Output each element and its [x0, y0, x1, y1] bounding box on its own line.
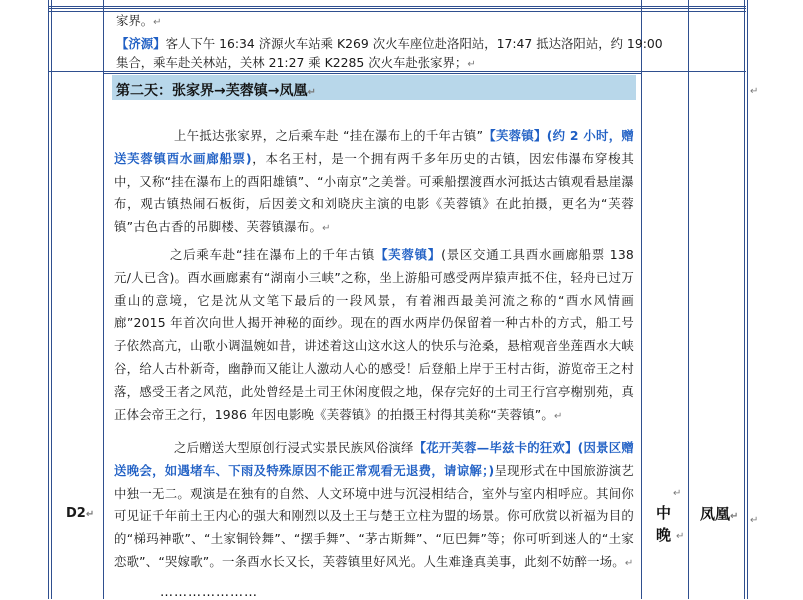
- table-divider-day: [103, 0, 104, 599]
- source-line-continued: 集合，乘车赴关林站，关林 21:27 乘 K2285 次火车赴张家界；↵: [116, 55, 476, 70]
- paragraph-1: 上午抵达张家界，之后乘车赴 “挂在瀑布上的千年古镇”【芙蓉镇】(约 2 小时，赠送芙蓉镇酉水画廊船票)，本名王村，是一个拥有两千多年历史的古镇，因宏伟瀑布穿梭其中，又称“挂在瀑布上的酉阳雄镇”、“小南京”之美誉。可乘船摆渡酉水河抵达古镇观看悬崖瀑布，观古镇热闹石板街，后因姜文和刘晓庆主演的电影《芙蓉镇》在此拍摄，更名为“芙蓉镇”古色古香的吊脚楼、芙蓉镇瀑布。↵: [114, 128, 634, 235]
- paragraph-2: 之后乘车赴“挂在瀑布上的千年古镇【芙蓉镇】(景区交通工具酉水画廊船票 138 元/人已含)。酉水画廊素有“湖南小三峡”之称，坐上游船可感受两岸猿声抵不住，轻舟已过万重山的意境，它是沈从文笔下最后的一段风景，有着湘西最美河流之称的“酉水风情画廊”2015 年首次向世人揭开神秘的面纱。现在的酉水两岸仍保留着一种古朴的方式，船工号子依然高亢，山歌小调温婉如昔，讲述着这山这水这人的快乐与沧桑，悬棺观音坐莲酉水大峡谷，给人古朴新奇，幽静而又能让人激动人心的感受！后登船上岸于王村古街，游览帝王之村落，感受王者之风范，此处曾经是土司王休闲度假之地，保存完好的土司王行宫亭榭别苑，真正体会帝王之行，1986 年因电影晚《芙蓉镇》的拍摄王村得其美称“芙蓉镇”。↵: [114, 247, 635, 422]
- table-top-line-double: [48, 8, 746, 12]
- source-tag: 【济源】: [116, 36, 166, 51]
- table-top-line: [48, 6, 746, 7]
- prev-day-tail: 家界。↵: [116, 13, 162, 28]
- paragraph-3: 之后赠送大型原创行浸式实景民族风俗演绎【花开芙蓉—毕兹卡的狂欢】(因景区赠送晚会，如遇堵车、下雨及特殊原因不能正常观看无退费，请谅解；)呈现形式在中国旅游演艺中独一无二。观演是在独有的自然、人文环境中进与沉浸相结合，室外与室内相呼应。其间你可见证千年前土王内心的强大和刚烈以及土王与楚王立柱为盟的场景。你可欣赏以祈福为目的的“梯玛神歌”、“土家铜铃舞”、“摆手舞”、“茅古斯舞”、“厄巴舞”等；你可听到迷人的“土家恋歌”、“哭嫁歌”。一条酉水长又长，芙蓉镇里好风光。人生难逢真美事，此刻不妨醉一场。↵: [114, 440, 635, 569]
- table-divider-meal: [688, 0, 689, 599]
- meal-label: 中晚: [656, 504, 672, 544]
- document-page: 家界。↵ 【济源】客人下午 16:34 济源火车站乘 K269 次火车座位赴洛阳站，17:47 抵达洛阳站，约 19:00 集合，乘车赴关林站，关林 21:27 乘 K2285 次火车赴张家界；↵ ↵ 第二天：张家界→芙蓉镇→凤凰↵ 上午抵达张家界，之后乘车赴 “挂在瀑布上的千年古镇”【芙蓉镇】(约 2 小时，赠送芙蓉镇酉水画廊船票)，本名王村，是一个拥有两千多年历史的古镇，因宏伟瀑布穿梭其中，又称“挂在瀑布上的酉阳雄镇”、“小南京”之美誉。可乘船摆渡酉水河抵达古镇观看悬崖瀑布，观古镇热闹石板街，后因姜文和刘晓庆主演的电影《芙蓉镇》在此拍摄，更名为“芙蓉镇”古色古香的吊脚楼、芙蓉镇瀑布。↵ 之后乘车赴“挂在瀑布上的千年古镇【芙蓉镇】(景区交通工具酉水画廊船票 138 元/人已含)。酉水画廊素有“湖南小三峡”之称，坐上游船可感受两岸猿声抵不住，轻舟已过万重山的意境，它是沈从文笔下最后的一段风景，有着湘西最美河流之称的“酉水风情画廊”2015 年首次向世人揭开神秘的面纱。现在的酉水两岸仍保留着一种古朴的方式，船工号子依然高亢，山歌小调温婉如昔，讲述着这山这水这人的快乐与沧桑，悬棺观音坐莲酉水大峡谷，给人古朴新奇，幽静而又能让人激动人心的感受！后登船上岸于王村古街，游览帝王之村落，感受王者之风范，此处曾经是土司王休闲度假之地，保存完好的土司王行宫亭榭别苑，真正体会帝王之行，1986 年因电影晚《芙蓉镇》的拍摄王村得其美称“芙蓉镇”。↵ 之后赠送大型原创行浸式实景民族风俗演绎【花开芙蓉—毕兹卡的狂欢】(因景区赠送晚会，如遇堵车、下雨及特殊原因不能正常观看无退费，请谅解；)呈现形式在中国旅游演艺中独一无二。观演是在独有的自然、人文环境中进与沉浸相结合，室外与室内相呼应。其间你可见证千年前土王内心的强大和刚烈以及土王与楚王立柱为盟的场景。你可欣赏以祈福为目的的“梯玛神歌”、“土家铜铃舞”、“摆手舞”、“茅古斯舞”、“厄巴舞”等；你可听到迷人的“土家恋歌”、“哭嫁歌”。一条酉水长又长，芙蓉镇里好风光。人生难逢真美事，此刻不妨醉一场。↵ ………………… D2↵ ↵ 中晚 ↵ 凤凰↵ ↵: [0, 0, 803, 599]
- ellipsis-line: …………………: [160, 585, 258, 600]
- day-label: D2↵: [66, 506, 95, 521]
- table-border-right: [744, 0, 748, 599]
- day-heading: 第二天：张家界→芙蓉镇→凤凰↵: [116, 83, 316, 99]
- table-divider-content: [641, 0, 642, 599]
- table-row-divider-inner: [104, 73, 642, 74]
- source-line: 【济源】客人下午 16:34 济源火车站乘 K269 次火车座位赴洛阳站，17:47 抵达洛阳站，约 19:00: [116, 36, 663, 51]
- hotel-label: 凤凰↵: [700, 505, 739, 523]
- table-border-left: [48, 0, 52, 599]
